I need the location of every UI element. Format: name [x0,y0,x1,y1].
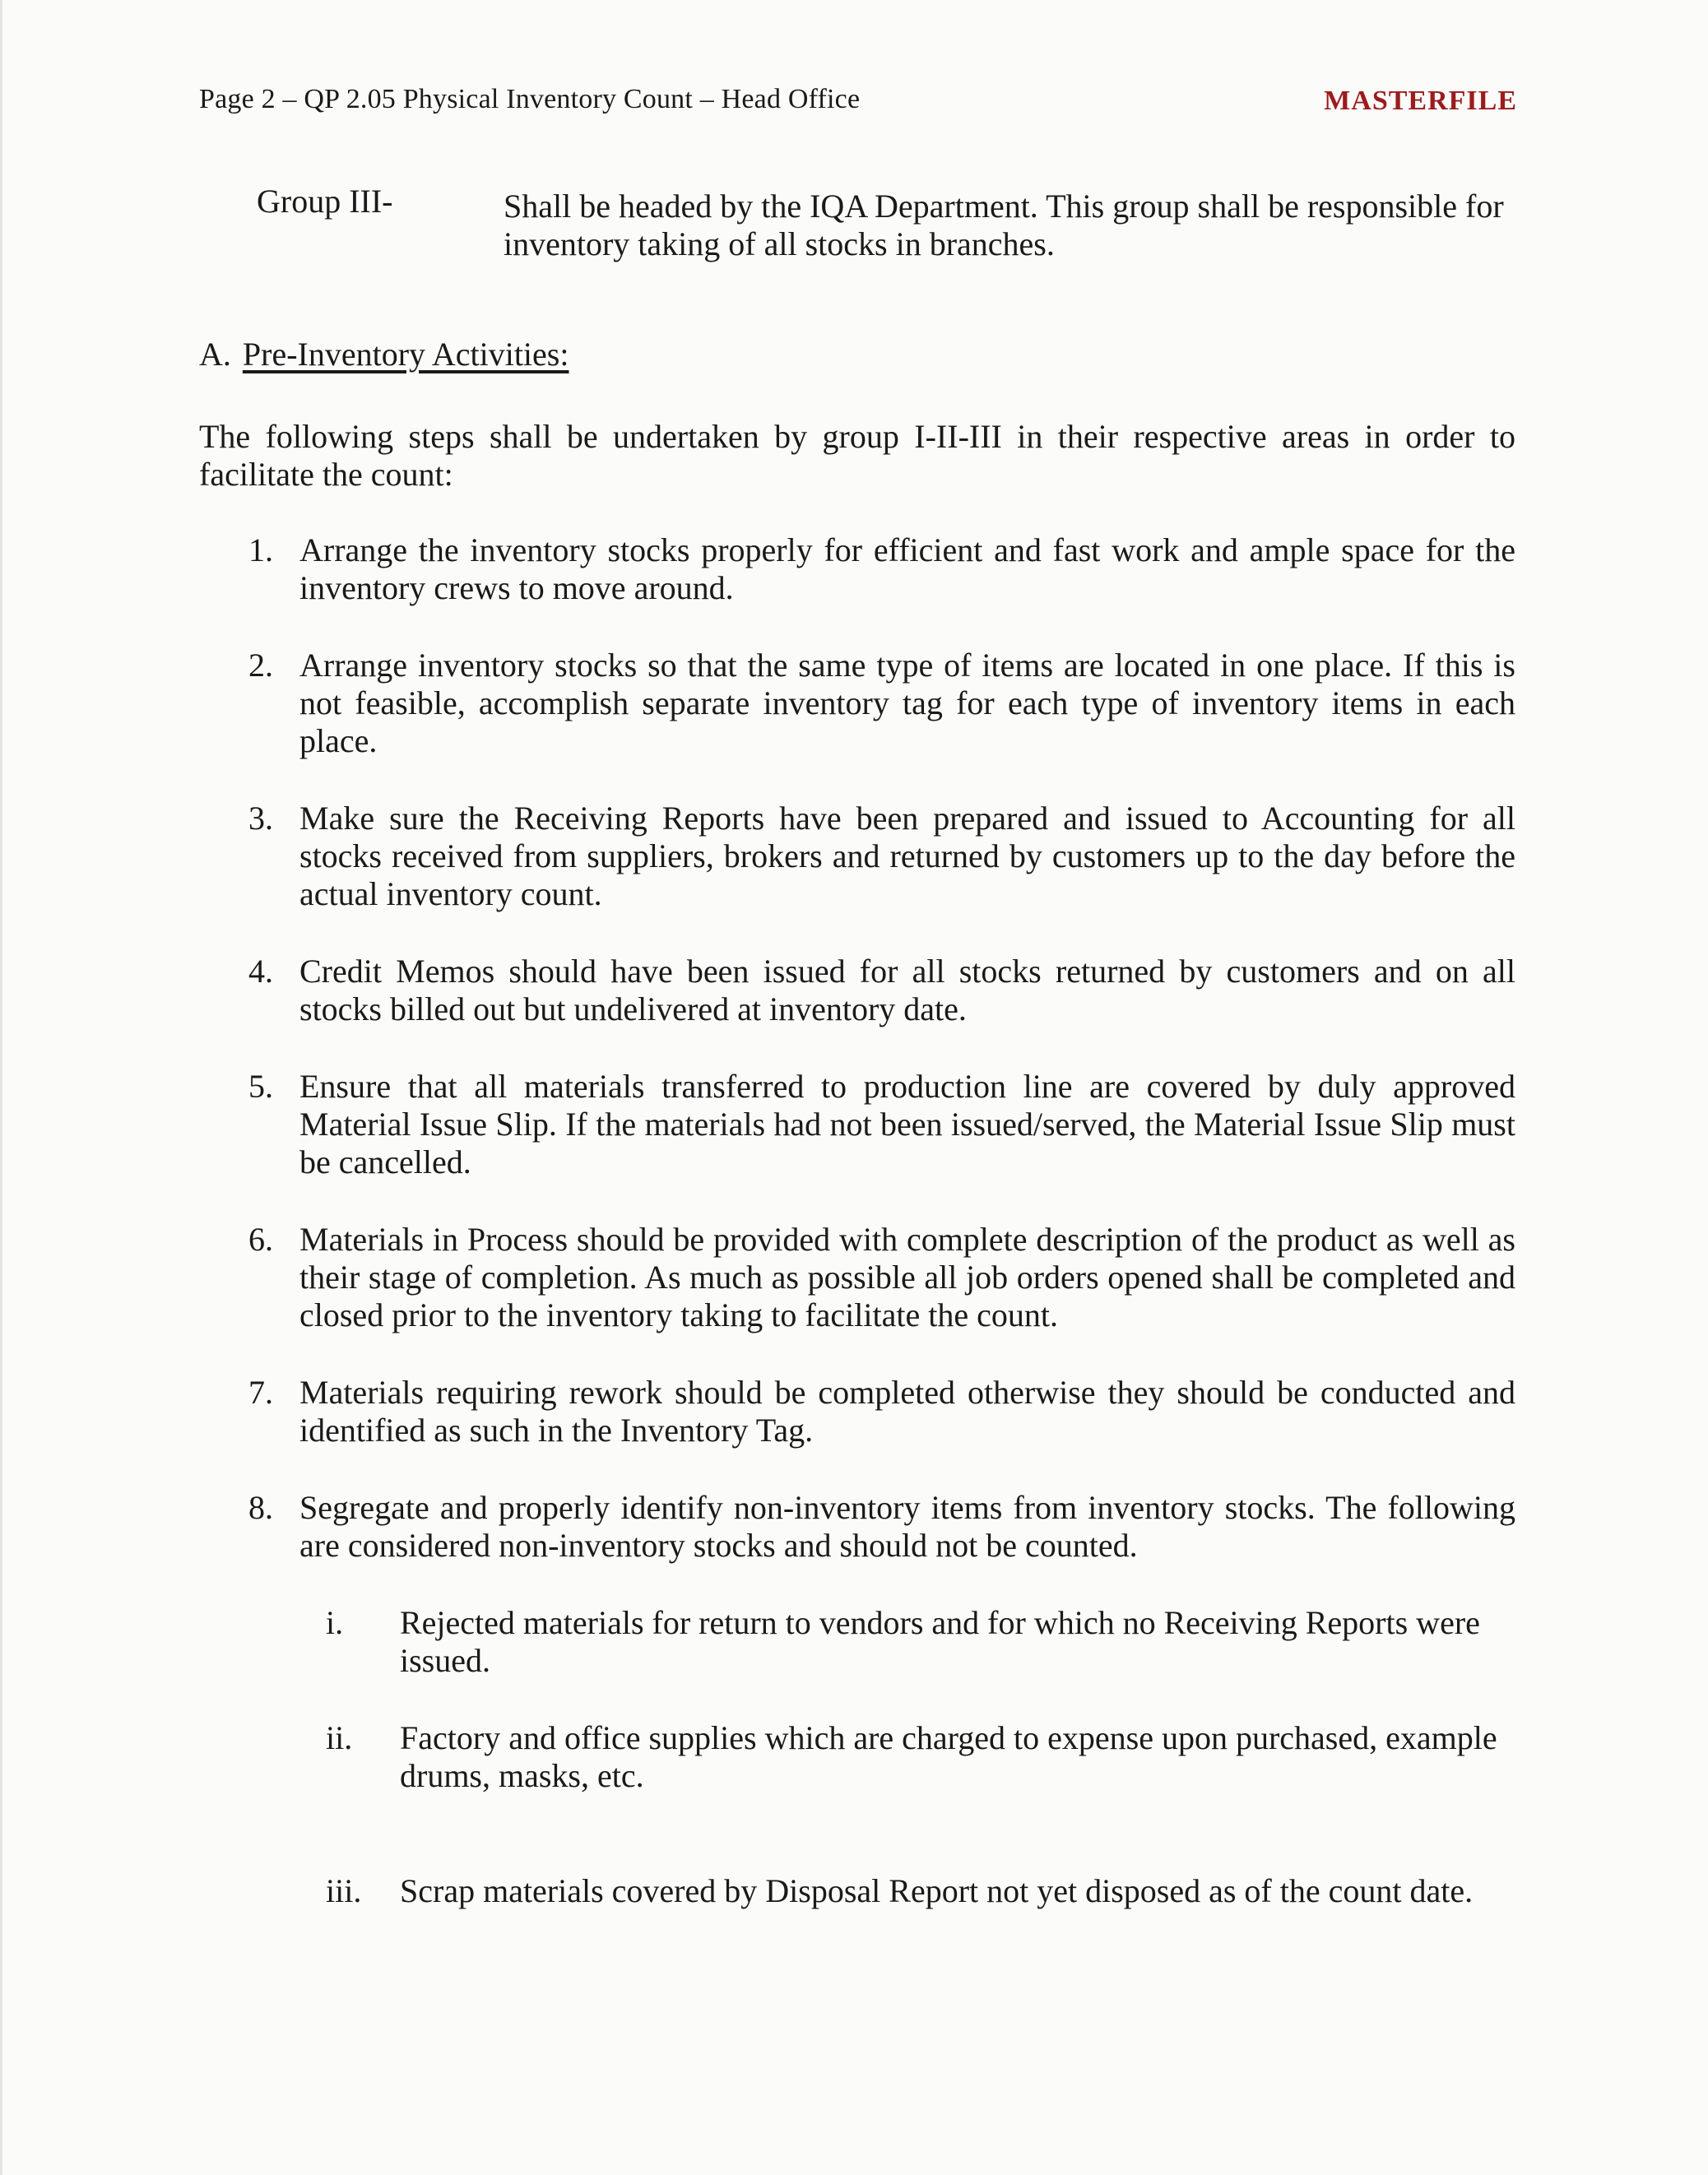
sub-list-item-number: i. [326,1604,344,1641]
list-item [248,647,1515,760]
list-item-number: 8. [248,1489,273,1526]
list-item-text: Materials in Process should be provided with complete description of the product as well as their stage of completion. As much as possible all job orders opened shall be completed and closed prior to the inventory taking to facilitate the count. [299,1221,1515,1333]
sub-list-item [321,1872,1520,1910]
list-item [248,1068,1515,1181]
list-item-text: Arrange the inventory stocks properly for efficient and fast work and ample space for the inventory crews to move around. [299,531,1515,606]
list-item-number: 3. [248,800,273,837]
intro-paragraph: The following steps shall be undertaken by group I-II-III in their respective areas in order to facilitate the count: [199,418,1515,493]
section-letter: A. [199,336,231,373]
list-item-number: 5. [248,1068,273,1105]
list-item [248,1489,1515,1565]
section-title: Pre-Inventory Activities: [242,336,569,373]
sub-list-item-text: Rejected materials for return to vendors and for which no Receiving Reports were issued. [400,1604,1480,1679]
sub-list-item-number: ii. [326,1719,353,1756]
list-item [248,1374,1515,1449]
list-item-number: 7. [248,1374,273,1411]
list-item-number: 2. [248,647,273,684]
page-header: Page 2 – QP 2.05 Physical Inventory Count – Head Office [199,84,861,114]
list-item [248,531,1515,607]
list-item [248,1221,1515,1334]
sub-list-item-number: iii. [326,1872,362,1909]
masterfile-label: MASTERFILE [1324,86,1517,116]
group-label: Group III- [257,183,393,220]
list-item-text: Materials requiring rework should be completed otherwise they should be conducted and identified as such in the Inventory Tag. [299,1374,1515,1449]
list-item-text: Segregate and properly identify non-inventory items from inventory stocks. The following are considered non-inventory stocks and should not be counted. [299,1489,1515,1564]
list-item-text: Ensure that all materials transferred to production line are covered by duly approved Material Issue Slip. If the materials had not been issued/served, the Material Issue Slip must be cancelled. [299,1068,1515,1180]
sub-list-item [321,1604,1520,1680]
list-item-number: 6. [248,1221,273,1258]
list-item-number: 1. [248,531,273,568]
list-item-text: Make sure the Receiving Reports have been prepared and issued to Accounting for all stocks received from suppliers, brokers and returned by customers up to the day before the actual inventory count. [299,800,1515,912]
sub-list-item-text: Factory and office supplies which are charged to expense upon purchased, example drums, masks, etc. [400,1719,1497,1794]
group-description: Shall be headed by the IQA Department. This group shall be responsible for inventory taking of all stocks in branches. [504,188,1504,262]
page-edge [0,0,2,2175]
sub-list-item [321,1719,1520,1795]
list-item [248,953,1515,1028]
list-item-text: Arrange inventory stocks so that the same type of items are located in one place. If this is not feasible, accomplish separate inventory tag for each type of inventory items in each place. [299,647,1515,759]
list-item-text: Credit Memos should have been issued for all stocks returned by customers and on all stocks billed out but undelivered at inventory date. [299,953,1515,1027]
list-item [248,800,1515,913]
list-item-number: 4. [248,953,273,990]
sub-list-item-text: Scrap materials covered by Disposal Report not yet disposed as of the count date. [400,1872,1474,1909]
section-heading [199,336,569,373]
